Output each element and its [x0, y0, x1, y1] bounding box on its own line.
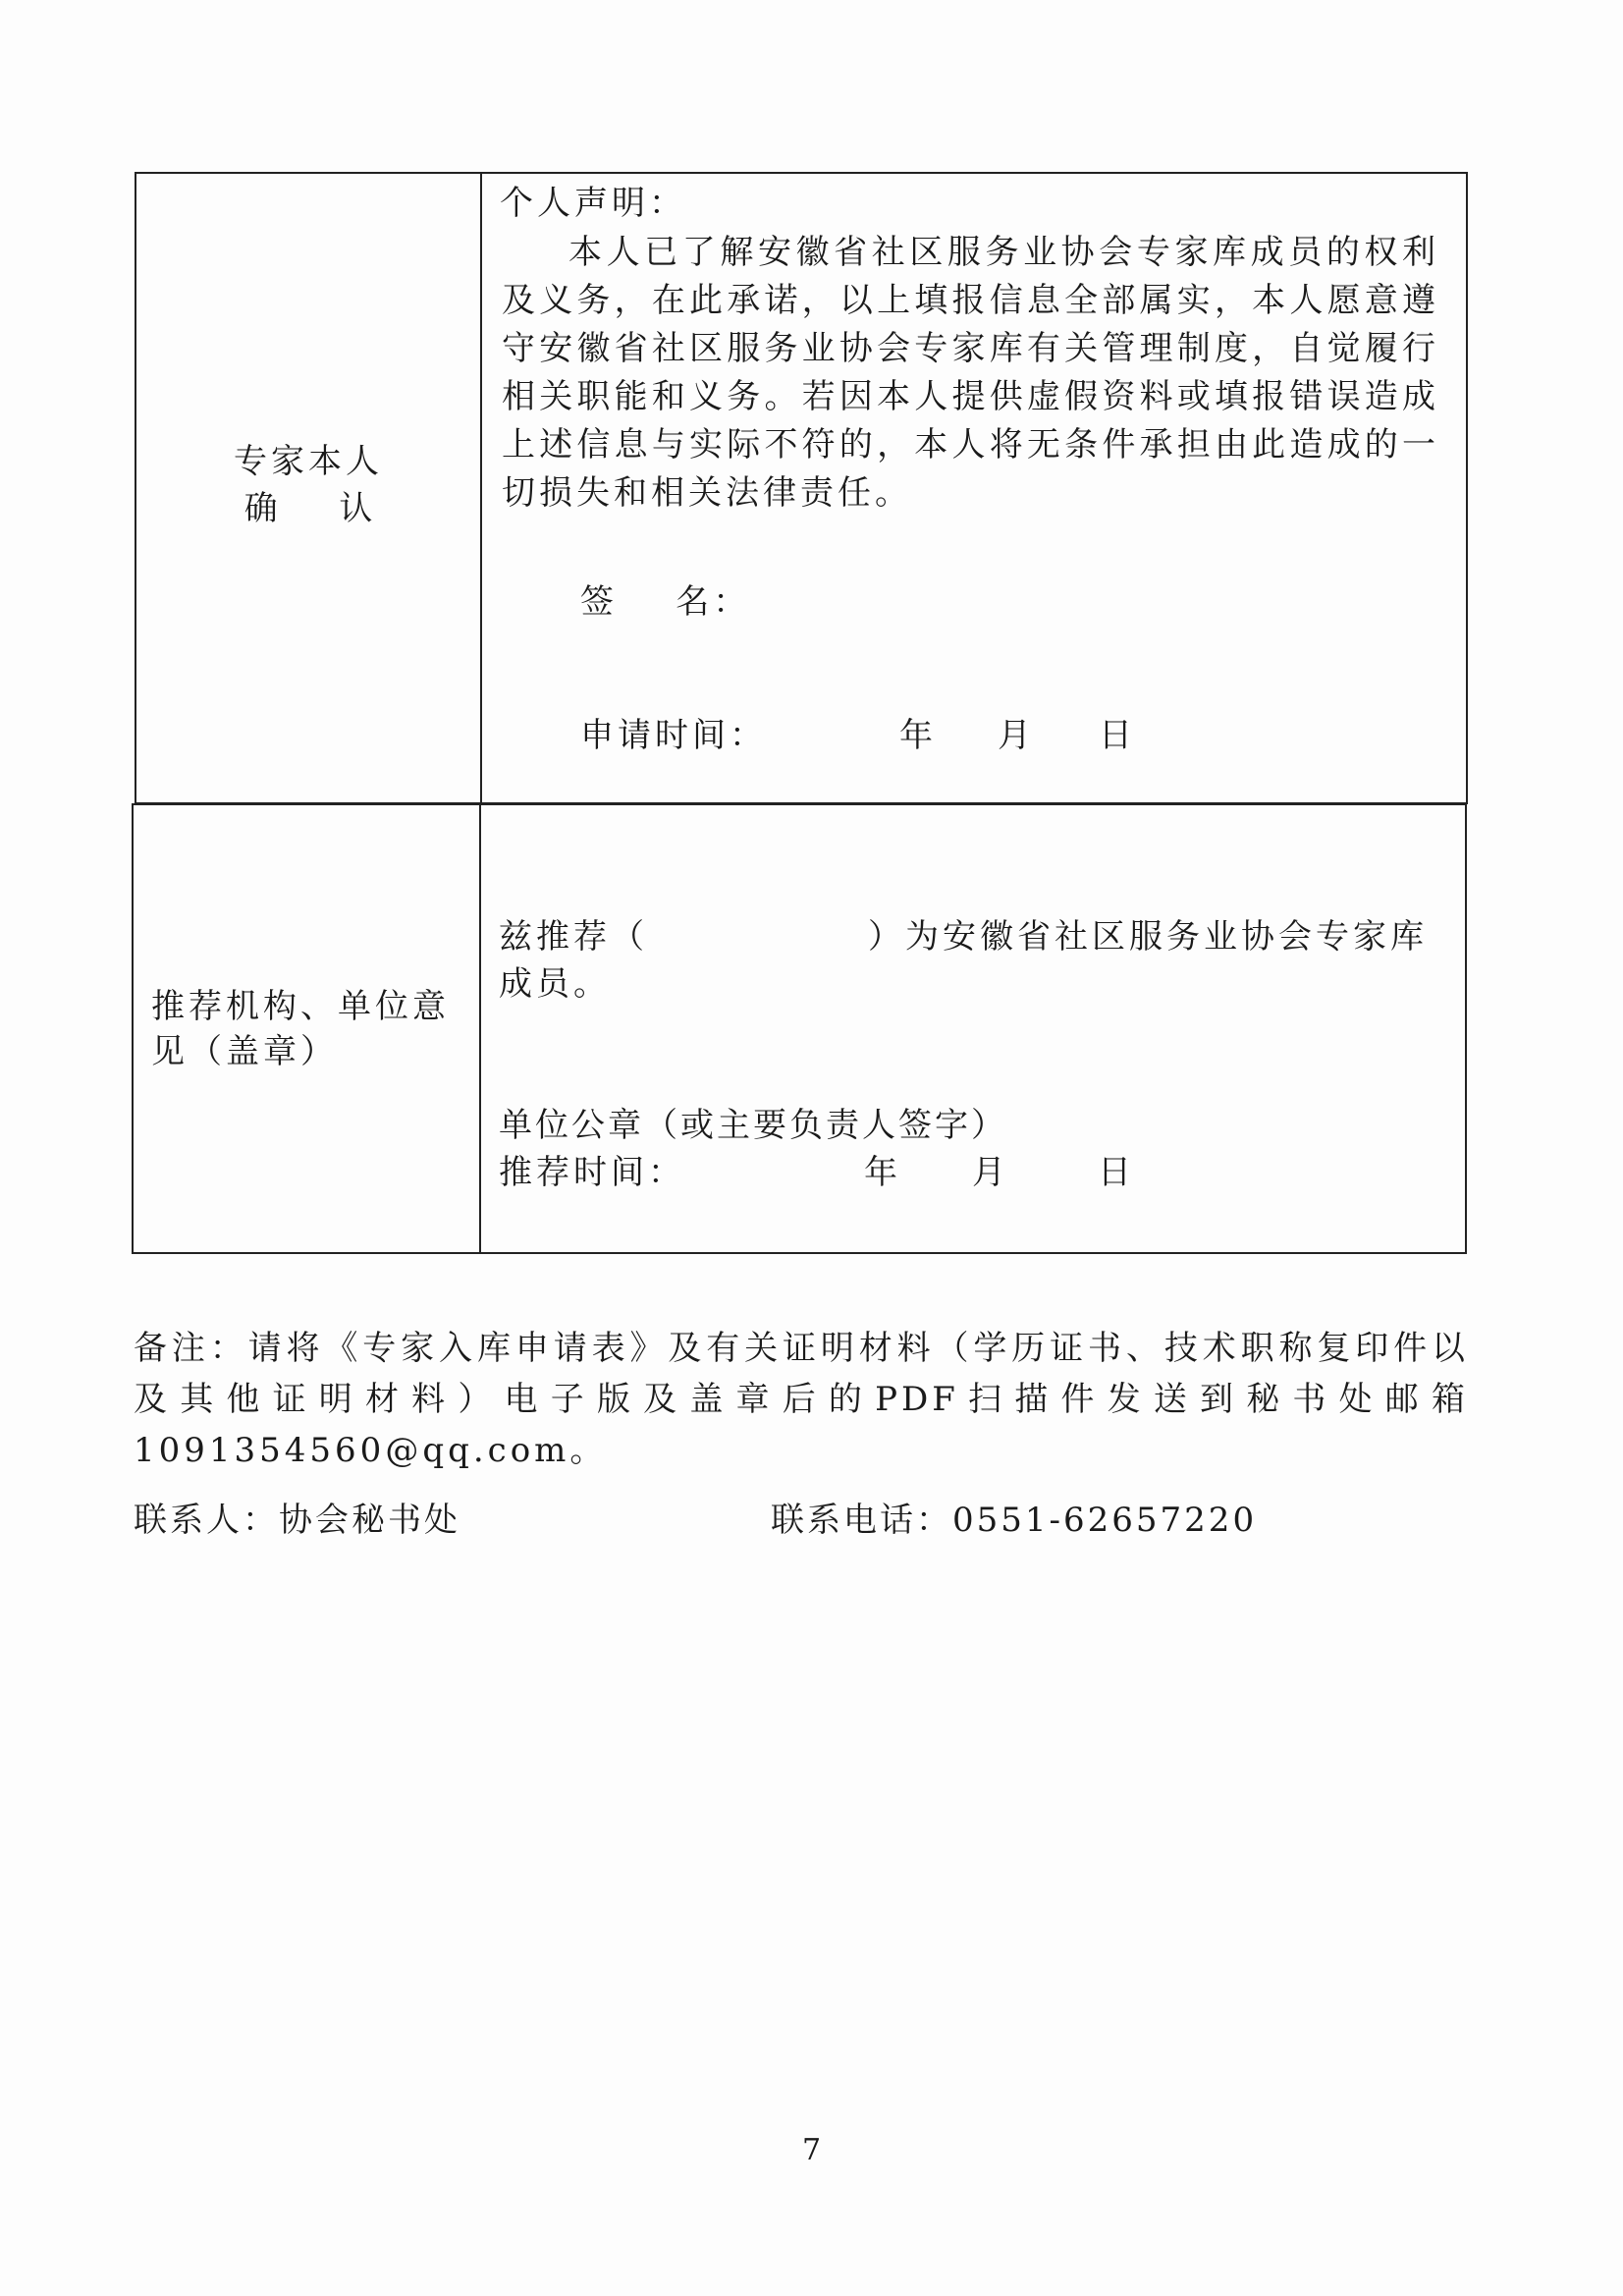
confirmation-label-cell	[135, 173, 481, 803]
contact-person: 联系人：协会秘书处	[134, 1501, 460, 1540]
recommendation-table	[132, 803, 1467, 1254]
recommendation-label: 推荐机构、单位意见（盖章）	[151, 987, 450, 1071]
declaration-title: 个人声明：	[500, 184, 686, 223]
declaration-text: 本人已了解安徽省社区服务业协会专家库成员的权利及义务，在此承诺，以上填报信息全部属实，本人愿意遵守安徽省社区服务业协会专家库有关管理制度，自觉履行相关职能和义务。若因本人提供虚假资料或填报错误造成上述信息与实际不符的，本人将无条件承担由此造成的一切损失和相关法律责任。	[502, 233, 1439, 513]
recommend-line2: 成员。	[499, 964, 611, 1004]
apply-day: 日	[1099, 716, 1133, 755]
recommend-day: 日	[1098, 1153, 1132, 1192]
recommend-prefix: 兹推荐（	[499, 917, 648, 957]
submission-note: 备注：请将《专家入库申请表》及有关证明材料（学历证书、技术职称复印件以及其他证明材料）电子版及盖章后的PDF扫描件发送到秘书处邮箱1091354560@qq.com。	[134, 1329, 1469, 1470]
expert-confirmation-table	[135, 172, 1468, 804]
recommendation-body-cell	[480, 804, 1466, 1253]
apply-date-label: 申请时间：	[580, 716, 767, 755]
page-number: 7	[801, 2133, 822, 2167]
confirmation-label-line1: 专家本人	[234, 442, 383, 481]
apply-year: 年	[899, 716, 934, 755]
recommend-year: 年	[864, 1153, 898, 1192]
signature-label: 签 名：	[580, 582, 751, 622]
recommend-month: 月	[972, 1153, 1006, 1192]
apply-month: 月	[998, 716, 1032, 755]
recommend-date-label: 推荐时间：	[499, 1153, 685, 1192]
declaration-cell	[481, 173, 1467, 803]
recommend-suffix: ）为安徽省社区服务业协会专家库	[868, 917, 1428, 957]
recommendation-label-cell	[133, 804, 480, 1253]
contact-phone: 联系电话：0551-62657220	[771, 1501, 1258, 1540]
seal-label: 单位公章（或主要负责人签字）	[499, 1106, 1007, 1145]
confirmation-label-line2: 确 认	[243, 489, 399, 528]
